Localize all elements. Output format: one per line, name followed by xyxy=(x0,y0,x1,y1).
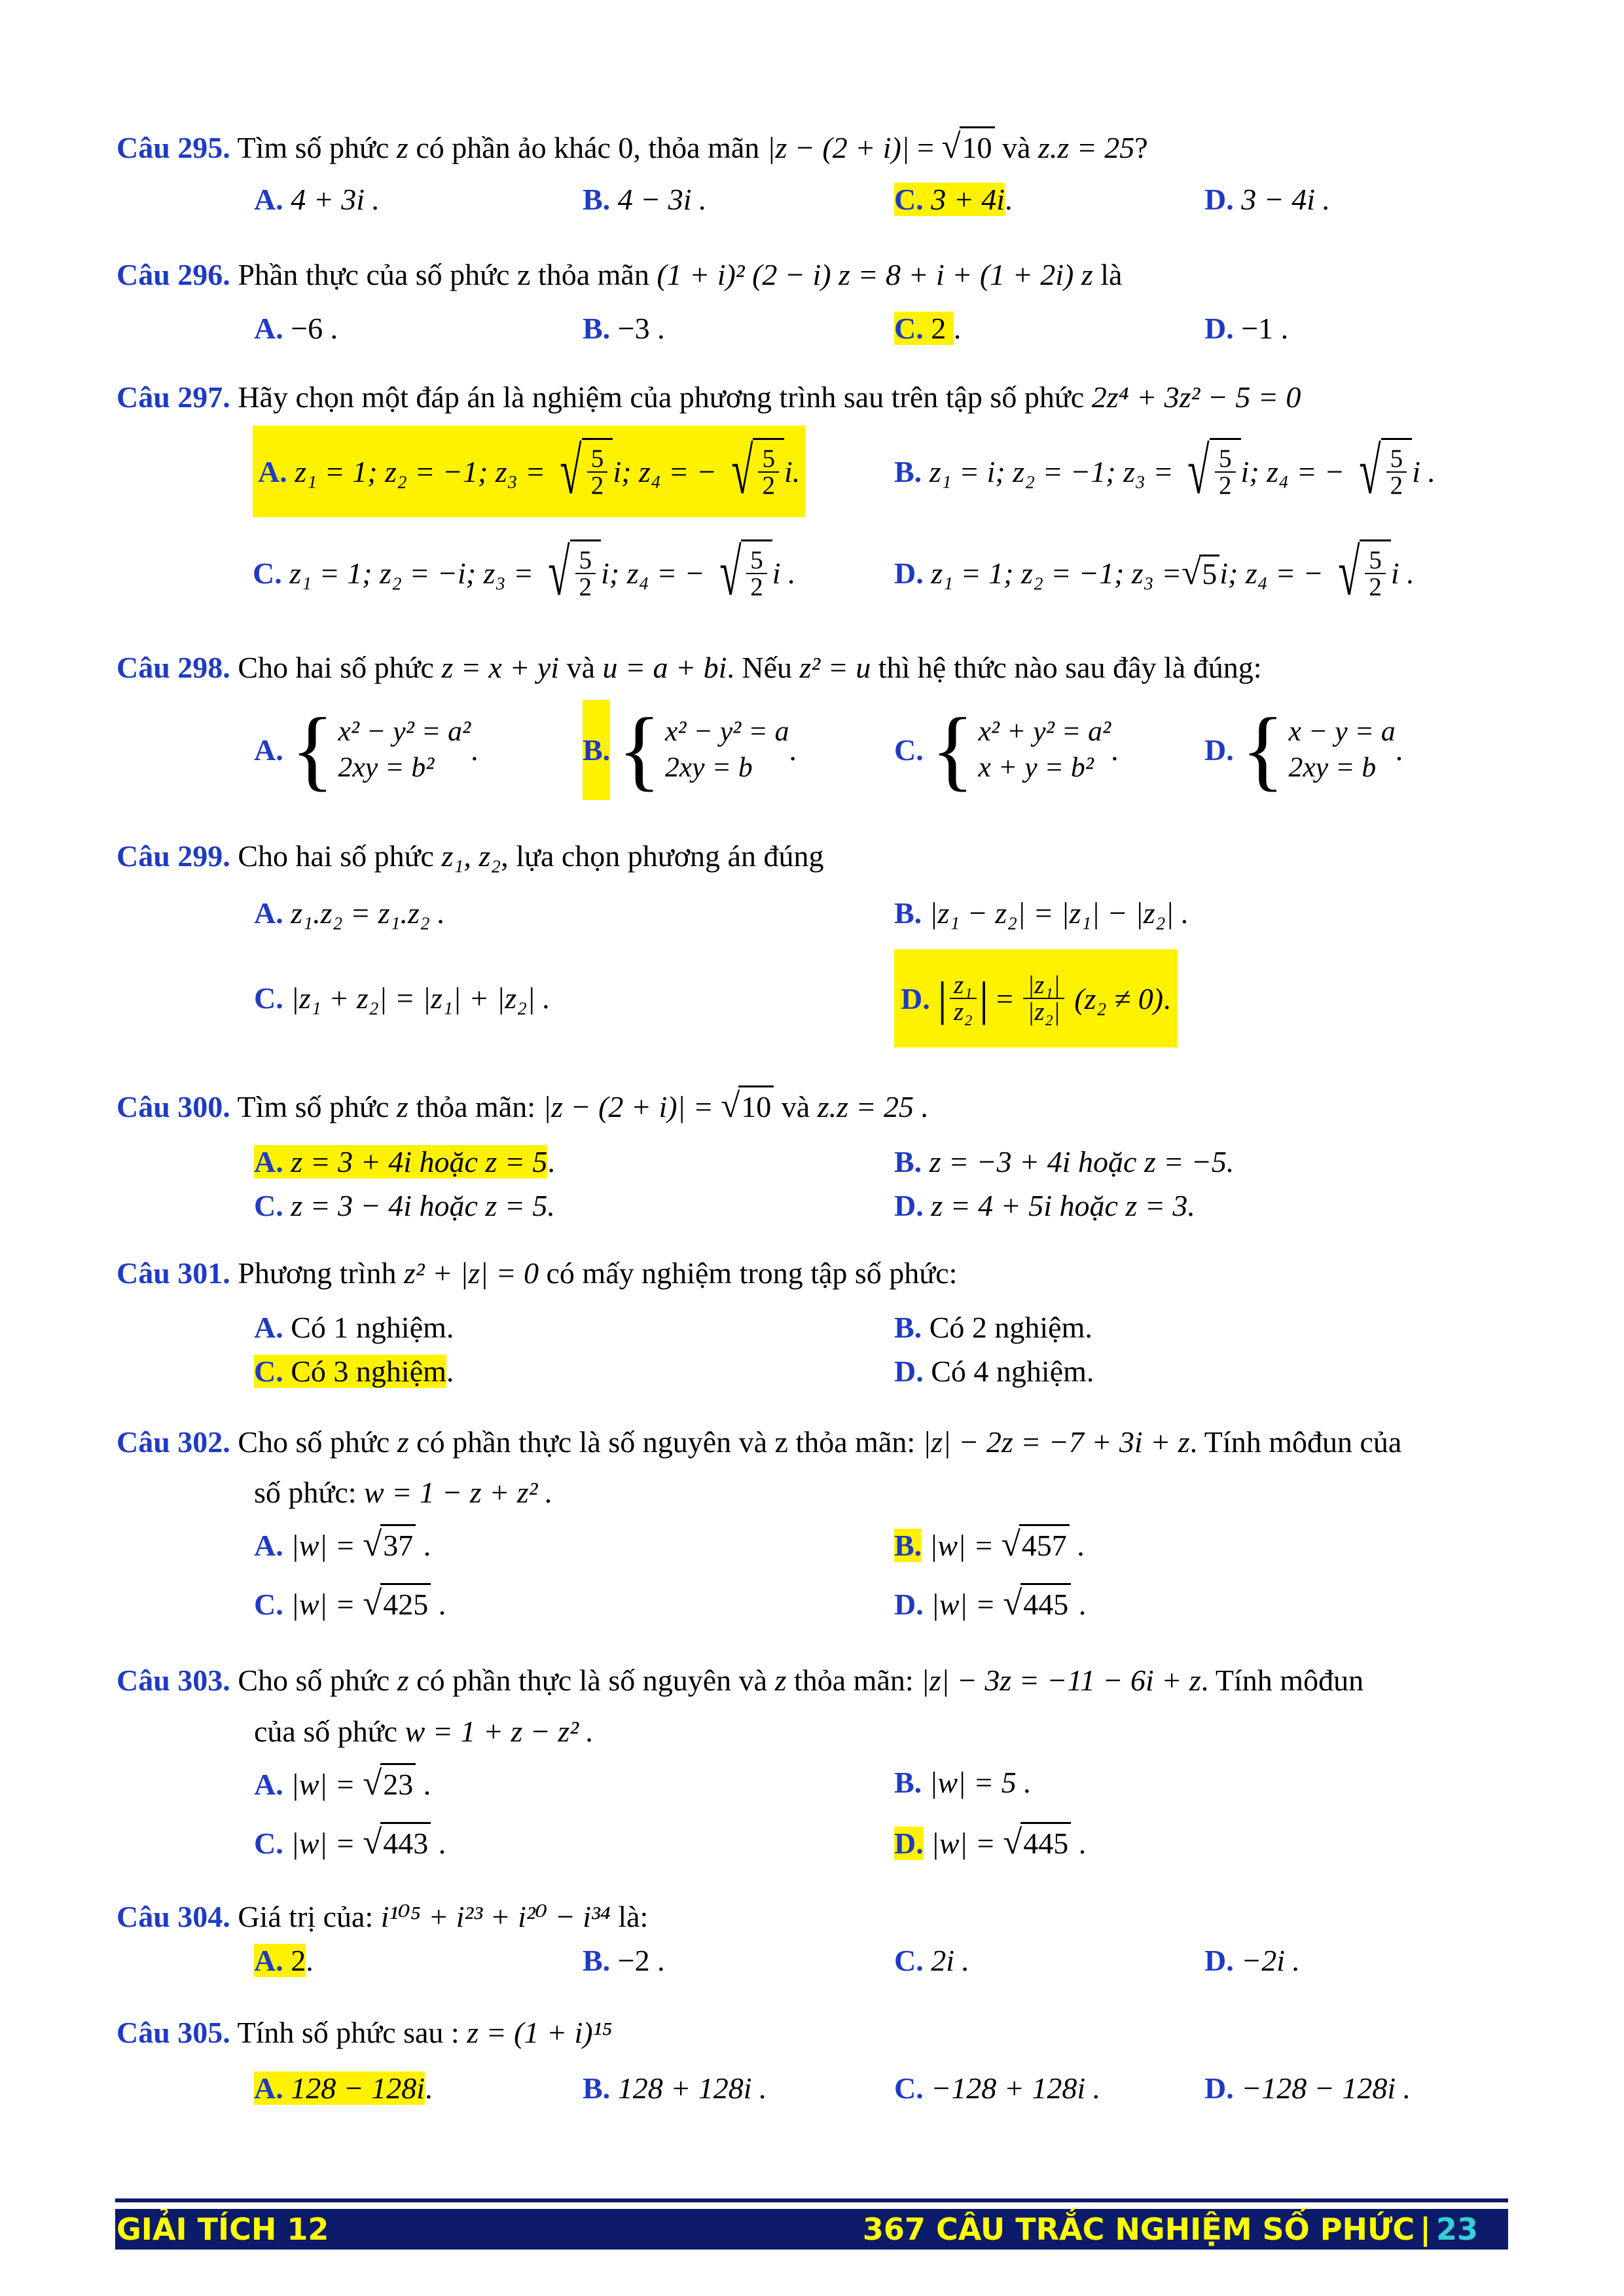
options-295 xyxy=(0,180,1624,219)
option-a-correct[interactable]: A. 2. xyxy=(254,1944,314,1977)
option-d-correct[interactable]: D. | $\frac{\text{z₁}}{\text{z₂}}$ | = $\frac{\text{|z₁|}}{\text{|z₂|}}$ (z₂ ≠ 0) . xyxy=(894,949,1178,1048)
footer-subject: GIẢI TÍCH 12 xyxy=(117,2212,329,2247)
option-b[interactable]: B. z₁ = i; z₂ = −1; z₃ = √ $\frac{5}{2}$ i; z₄ = − √ $\frac{5}{2}$ i . xyxy=(894,434,1435,508)
question-299: Câu 299. Cho hai số phức z₁, z₂, lựa chọn phương án đúng xyxy=(117,839,824,873)
question-302: Câu 302. Cho số phức z có phần thực là số nguyên và z thỏa mãn: |z| − 2z = −7 + 3i + z. Tính môđun của xyxy=(117,1425,1402,1459)
option-a[interactable]: A. −6 . xyxy=(254,312,338,345)
option-b[interactable]: B. 4 − 3i . xyxy=(583,183,707,216)
options-299-c xyxy=(0,979,1624,1018)
question-304: Câu 304. Giá trị của: i¹⁰⁵ + i²³ + i²⁰ − i³⁴ là: xyxy=(117,1900,649,1933)
option-b[interactable]: B. 128 + 128i . xyxy=(583,2071,767,2105)
option-b[interactable]: B. z = −3 + 4i hoặc z = −5. xyxy=(894,1145,1235,1178)
page-number: 23 xyxy=(1435,2212,1478,2247)
option-a[interactable]: A. z₁.z₂ = z₁.z₂ . xyxy=(254,896,445,930)
option-a[interactable]: A. 4 + 3i . xyxy=(254,183,380,216)
option-d[interactable]: D. −2i . xyxy=(1204,1944,1301,1977)
option-c-correct[interactable]: C. 3 + 4i. xyxy=(894,183,1013,216)
option-d[interactable]: D. −1 . xyxy=(1204,312,1289,345)
option-a[interactable]: A. { x² − y² = a² 2xy = b² . xyxy=(254,699,478,799)
option-d[interactable]: D. 3 − 4i . xyxy=(1204,183,1331,216)
option-d[interactable]: D. z₁ = 1; z₂ = −1; z₃ = √ 5 i; z₄ = − √ $\frac{5}{2}$ i . xyxy=(894,536,1415,610)
option-d[interactable]: D. Có 4 nghiệm. xyxy=(894,1355,1094,1388)
question-296: Câu 296. Phần thực của số phức z thỏa mãn (1 + i)² (2 − i) z = 8 + i + (1 + 2i) z là xyxy=(117,258,1123,291)
options-304 xyxy=(0,1941,1624,1980)
option-c[interactable]: C. |w| = √443 . xyxy=(254,1822,446,1863)
question-303: Câu 303. Cho số phức z có phần thực là số nguyên và z thỏa mãn: |z| − 3z = −11 − 6i + z. Tính môđun xyxy=(117,1664,1364,1697)
option-b[interactable]: B. |z₁ − z₂| = |z₁| − |z₂| . xyxy=(894,896,1189,930)
question-301: Câu 301. Phương trình z² + |z| = 0 có mấy nghiệm trong tập số phức: xyxy=(117,1256,958,1290)
question-303-line2: của số phức w = 1 + z − z² . xyxy=(254,1715,594,1748)
question-295: Câu 295. Tìm số phức z có phần ảo khác 0, thỏa mãn |z − (2 + i)| = √10 và z.z = 25? xyxy=(117,126,1148,166)
option-a-correct[interactable]: A. 128 − 128i. xyxy=(254,2071,433,2105)
option-c[interactable]: C. |w| = √425 . xyxy=(254,1583,446,1624)
option-b[interactable]: B. −2 . xyxy=(583,1944,665,1977)
option-c-correct[interactable]: C. 2 . xyxy=(894,312,962,345)
option-a-correct[interactable]: A. z₁ = 1; z₂ = −1; z₃ = √ $\frac{5}{2}$ i; z₄ = − √ $\frac{5}{2}$ i. xyxy=(253,426,805,517)
options-303-cd xyxy=(0,1822,1624,1861)
options-301-ab xyxy=(0,1308,1624,1347)
footer-title: 367 CÂU TRẮC NGHIỆM SỐ PHỨC | 23 xyxy=(862,2212,1478,2247)
option-a[interactable]: A. Có 1 nghiệm. xyxy=(254,1311,454,1344)
options-305 xyxy=(0,2069,1624,2108)
option-c[interactable]: C. z₁ = 1; z₂ = −i; z₃ = √ $\frac{5}{2}$ i; z₄ = − √ $\frac{5}{2}$ i . xyxy=(253,536,796,610)
options-300-cd xyxy=(0,1186,1624,1226)
question-302-line2: số phức: w = 1 − z + z² . xyxy=(254,1476,553,1509)
options-303-ab xyxy=(0,1763,1624,1802)
footer-divider xyxy=(115,2198,1508,2202)
option-c[interactable]: C. |z₁ + z₂| = |z₁| + |z₂| . xyxy=(254,981,550,1015)
options-302-cd xyxy=(0,1583,1624,1622)
options-300-ab xyxy=(0,1142,1624,1182)
option-d[interactable]: D. −128 − 128i . xyxy=(1204,2071,1411,2105)
option-d[interactable]: D. |w| = √445 . xyxy=(894,1583,1086,1624)
question-305: Câu 305. Tính số phức sau : z = (1 + i)¹⁵ xyxy=(117,2016,613,2049)
option-a[interactable]: A. |w| = √23 . xyxy=(254,1763,431,1804)
options-299-ab xyxy=(0,894,1624,933)
option-b[interactable]: B. −3 . xyxy=(583,312,665,345)
option-c-correct[interactable]: C. Có 3 nghiệm. xyxy=(254,1355,454,1388)
options-296 xyxy=(0,309,1624,348)
option-d-correct[interactable]: D. |w| = √445 . xyxy=(894,1822,1086,1863)
option-b[interactable]: B. Có 2 nghiệm. xyxy=(894,1311,1092,1344)
question-297: Câu 297. Hãy chọn một đáp án là nghiệm của phương trình sau trên tập số phức 2z⁴ + 3z² − 5 = 0 xyxy=(117,380,1301,414)
option-b-correct[interactable]: B. |w| = √457 . xyxy=(894,1524,1085,1565)
question-number: Câu 295. xyxy=(117,131,230,164)
option-d[interactable]: D. { x − y = a 2xy = b . xyxy=(1204,699,1403,799)
option-c[interactable]: C. 2i . xyxy=(894,1944,970,1977)
option-b[interactable]: B. |w| = 5 . xyxy=(894,1766,1032,1799)
option-c[interactable]: C. { x² + y² = a² x + y = b² . xyxy=(894,699,1119,799)
options-301-cd xyxy=(0,1352,1624,1391)
question-300: Câu 300. Tìm số phức z thỏa mãn: |z − (2 + i)| = √10 và z.z = 25 . xyxy=(117,1085,929,1125)
question-298: Câu 298. Cho hai số phức z = x + yi và u = a + bi. Nếu z² = u thì hệ thức nào sau đây là đúng: xyxy=(117,651,1262,684)
option-a-correct[interactable]: A. z = 3 + 4i hoặc z = 5. xyxy=(254,1145,555,1178)
option-b-correct[interactable]: B. { x² − y² = a 2xy = b . xyxy=(583,699,797,799)
option-d[interactable]: D. z = 4 + 5i hoặc z = 3. xyxy=(894,1189,1195,1222)
option-a[interactable]: A. |w| = √37 . xyxy=(254,1524,431,1565)
options-302-ab xyxy=(0,1524,1624,1563)
option-c[interactable]: C. z = 3 − 4i hoặc z = 5. xyxy=(254,1189,555,1222)
option-c[interactable]: C. −128 + 128i . xyxy=(894,2071,1101,2105)
